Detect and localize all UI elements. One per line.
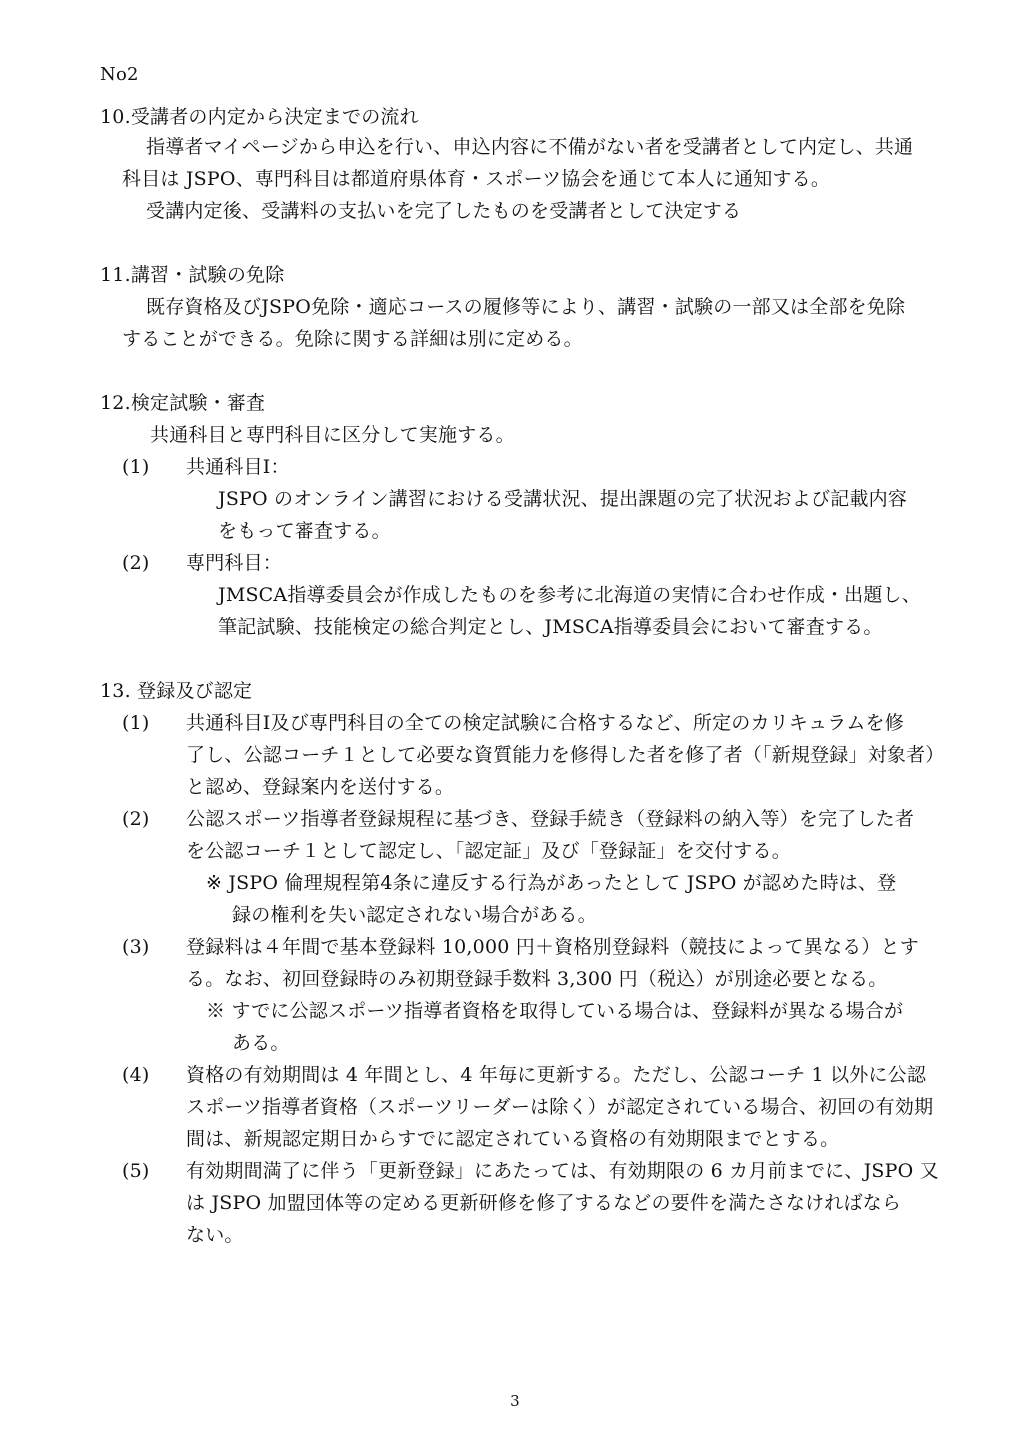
item-line: JSPO のオンライン講習における受講状況、提出課題の完了状況および記載内容 bbox=[218, 488, 908, 510]
section-12-intro: 共通科目と専門科目に区分して実施する。 bbox=[150, 424, 515, 446]
item-title: 専門科目： bbox=[186, 552, 283, 574]
section-11-line: 既存資格及びJSPO免除・適応コースの履修等により、講習・試験の一部又は全部を免除 bbox=[146, 296, 906, 318]
item-line: 間は、新規認定期日からすでに認定されている資格の有効期限までとする。 bbox=[186, 1128, 840, 1150]
section-11-heading: 11.講習・試験の免除 bbox=[100, 264, 285, 286]
section-10-line: 科目は JSPO、専門科目は都道府県体育・スポーツ協会を通じて本人に通知する。 bbox=[122, 168, 831, 190]
section-12-heading: 12.検定試験・審査 bbox=[100, 392, 266, 414]
item-number: (3) bbox=[122, 936, 150, 958]
item-note: ※ JSPO 倫理規程第4条に違反する行為があったとして JSPO が認めた時は、登 bbox=[206, 872, 897, 894]
item-note: ある。 bbox=[232, 1032, 290, 1054]
item-line: る。なお、初回登録時のみ初期登録手数料 3,300 円（税込）が別途必要となる。 bbox=[186, 968, 888, 990]
section-10-heading: 10.受講者の内定から決定までの流れ bbox=[100, 106, 419, 128]
item-line: 有効期間満了に伴う「更新登録」にあたっては、有効期限の 6 カ月前までに、JSPO 又 bbox=[186, 1160, 939, 1182]
section-10-line: 指導者マイページから申込を行い、申込内容に不備がない者を受講者として内定し、共通 bbox=[146, 136, 914, 158]
item-line: ない。 bbox=[186, 1224, 244, 1246]
item-line: は JSPO 加盟団体等の定める更新研修を修了するなどの要件を満たさなければなら bbox=[186, 1192, 902, 1214]
item-line: と認め、登録案内を送付する。 bbox=[186, 776, 455, 798]
item-note: ※ すでに公認スポーツ指導者資格を取得している場合は、登録料が異なる場合が bbox=[206, 1000, 904, 1022]
item-number: (2) bbox=[122, 808, 150, 830]
item-note: 録の権利を失い認定されない場合がある。 bbox=[232, 904, 597, 926]
section-11-line: することができる。免除に関する詳細は別に定める。 bbox=[122, 328, 583, 350]
item-title: 共通科目Ⅰ： bbox=[186, 456, 290, 478]
item-line: 共通科目Ⅰ及び専門科目の全ての検定試験に合格するなど、所定のカリキュラムを修 bbox=[186, 712, 904, 734]
item-number: (5) bbox=[122, 1160, 150, 1182]
item-number: (1) bbox=[122, 712, 150, 734]
section-10-line: 受講内定後、受講料の支払いを完了したものを受講者として決定する bbox=[146, 200, 742, 222]
item-number: (1) bbox=[122, 456, 150, 478]
item-line: スポーツ指導者資格（スポーツリーダーは除く）が認定されている場合、初回の有効期 bbox=[186, 1096, 934, 1118]
item-number: (4) bbox=[122, 1064, 150, 1086]
item-line: 資格の有効期間は 4 年間とし、4 年毎に更新する。ただし、公認コーチ 1 以外に公認 bbox=[186, 1064, 927, 1086]
item-number: (2) bbox=[122, 552, 150, 574]
item-line: をもって審査する。 bbox=[218, 520, 391, 542]
document-number: No2 bbox=[100, 64, 139, 85]
item-line: 筆記試験、技能検定の総合判定とし、JMSCA指導委員会において審査する。 bbox=[218, 616, 883, 638]
item-line: 公認スポーツ指導者登録規程に基づき、登録手続き（登録料の納入等）を完了した者 bbox=[186, 808, 915, 830]
page-number: 3 bbox=[510, 1392, 520, 1410]
item-line: JMSCA指導委員会が作成したものを参考に北海道の実情に合わせ作成・出題し、 bbox=[218, 584, 921, 606]
section-13-heading: 13. 登録及び認定 bbox=[100, 680, 253, 702]
item-line: 登録料は４年間で基本登録料 10,000 円＋資格別登録料（競技によって異なる）とす bbox=[186, 936, 919, 958]
item-line: 了し、公認コーチ１として必要な資質能力を修得した者を修了者（「新規登録」対象者） bbox=[186, 744, 945, 766]
item-line: を公認コーチ１として認定し、「認定証」及び「登録証」を交付する。 bbox=[186, 840, 791, 862]
